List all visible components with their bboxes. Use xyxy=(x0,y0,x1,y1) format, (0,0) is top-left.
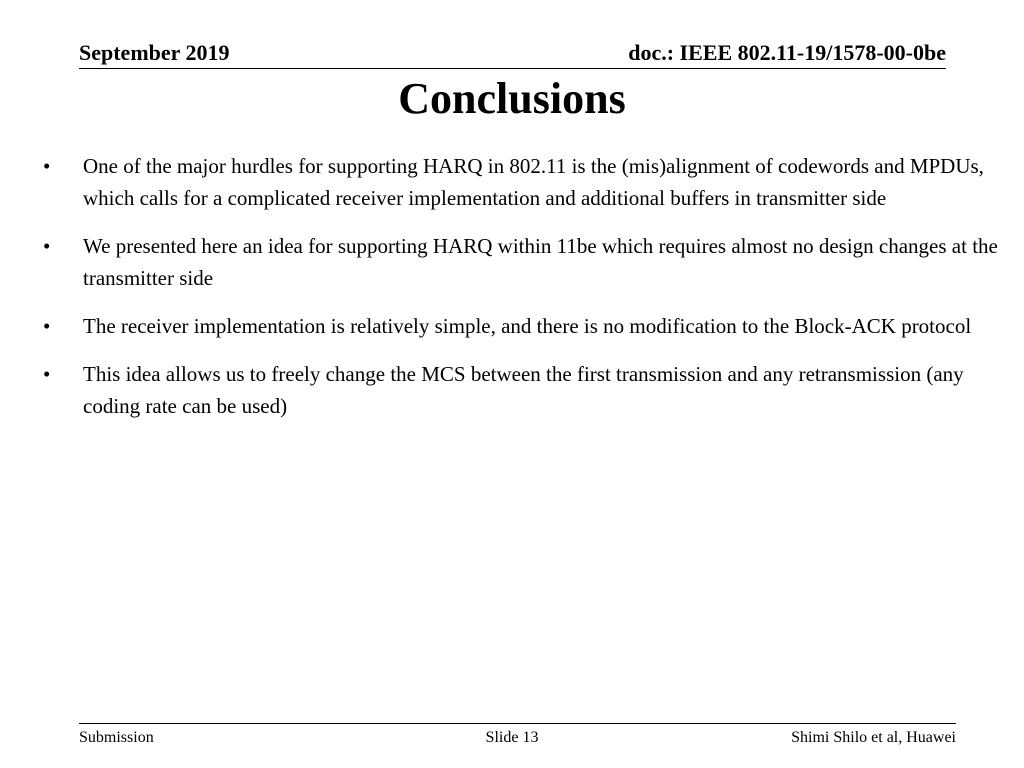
bullet-text: One of the major hurdles for supporting HARQ in 802.11 is the (mis)alignment of codewords and MPDUs, which calls for a complicated receiver implementation and additional buffers in transmitter side xyxy=(83,154,984,210)
bullet-list xyxy=(0,150,1024,438)
footer-authors: Shimi Shilo et al, Huawei xyxy=(791,729,956,746)
slide-title: Conclusions xyxy=(398,74,626,123)
bullet-marker: • xyxy=(43,234,51,258)
footer-submission: Submission xyxy=(79,729,154,746)
bullet-marker: • xyxy=(43,362,51,386)
header-divider xyxy=(79,68,946,69)
header-doc-id: doc.: IEEE 802.11-19/1578-00-0be xyxy=(628,40,946,65)
bullet-text: This idea allows us to freely change the MCS between the first transmission and any retransmission (any coding rate can be used) xyxy=(83,362,964,418)
bullet-marker: • xyxy=(43,154,51,178)
footer-divider xyxy=(79,723,956,724)
footer-slide-number: Slide 13 xyxy=(485,729,539,746)
bullet-marker: • xyxy=(43,314,51,338)
bullet-item xyxy=(0,358,1024,422)
bullet-text: We presented here an idea for supporting HARQ within 11be which requires almost no design changes at the transmitter side xyxy=(83,234,998,290)
bullet-item xyxy=(0,150,1024,214)
bullet-item xyxy=(0,230,1024,294)
bullet-text: The receiver implementation is relatively simple, and there is no modification to the Block-ACK protocol xyxy=(83,314,972,338)
header-date: September 2019 xyxy=(79,40,230,65)
bullet-item xyxy=(0,310,1024,342)
